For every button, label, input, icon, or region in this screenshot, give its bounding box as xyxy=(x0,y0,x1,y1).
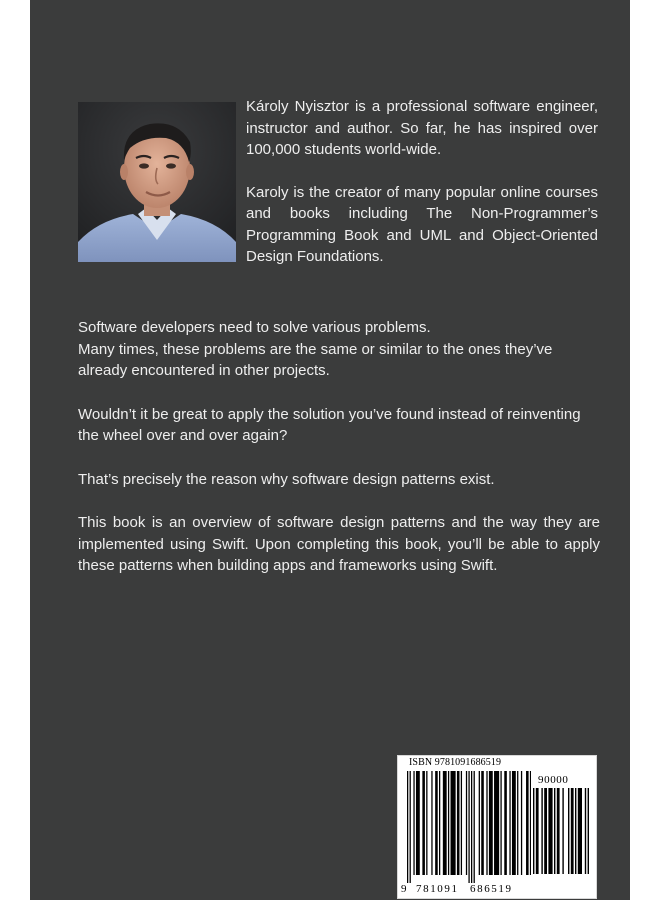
barcode-bar xyxy=(481,771,484,875)
barcode-bar xyxy=(468,771,469,883)
barcode-bar xyxy=(533,788,534,874)
addon-code: 90000 xyxy=(538,774,569,786)
barcode-bar xyxy=(474,771,475,883)
barcode-bar xyxy=(526,771,529,875)
author-bio-paragraph: Károly Nyisztor is a professional software engineer, instructor and author. So far, he has inspired over 100,000 students world-wide. xyxy=(246,98,598,158)
book-description xyxy=(78,317,600,599)
barcode-bar xyxy=(588,788,589,874)
author-portrait-icon xyxy=(78,102,236,262)
barcode-bar xyxy=(410,771,411,883)
barcode-bar xyxy=(585,788,586,874)
barcode-bar xyxy=(426,771,427,875)
barcode-bar xyxy=(489,771,493,875)
author-bio xyxy=(246,96,598,289)
barcode-bar xyxy=(486,771,487,875)
barcode-bar xyxy=(422,771,425,875)
barcode-bar xyxy=(568,788,569,874)
barcode-bars xyxy=(407,771,531,889)
isbn-barcode xyxy=(397,755,597,899)
description-paragraph-1 xyxy=(78,317,600,382)
addon-barcode-bars xyxy=(533,788,589,882)
barcode-bar xyxy=(471,771,472,883)
barcode-bar xyxy=(509,771,510,875)
barcode-bar xyxy=(571,788,574,874)
barcode-bar xyxy=(521,771,522,875)
barcode-bar xyxy=(439,771,440,875)
barcode-bar xyxy=(544,788,547,874)
barcode-bar xyxy=(413,771,414,875)
barcode-bar xyxy=(536,788,539,874)
barcode-bar xyxy=(554,788,555,874)
isbn-label: ISBN 9781091686519 xyxy=(409,757,502,768)
barcode-bar xyxy=(541,788,542,874)
barcode-bar xyxy=(562,788,563,874)
barcode-bar xyxy=(517,771,518,875)
description-line: Many times, these problems are the same or similar to the ones they’ve already encountered in other projects. xyxy=(78,340,553,379)
barcode-bar xyxy=(457,771,460,875)
author-photo xyxy=(78,102,236,262)
barcode-bar xyxy=(500,771,501,875)
barcode-bar xyxy=(548,788,552,874)
author-bio-paragraph: Karoly is the creator of many popular online courses and books including The Non-Programmer’s Programming Book and UML and Object-Oriented Design Foundations. xyxy=(246,183,598,265)
barcode-bar xyxy=(557,788,560,874)
barcode-bar xyxy=(466,771,467,875)
barcode-bar xyxy=(461,771,462,875)
description-paragraph-3: That’s precisely the reason why software design patterns exist. xyxy=(78,470,495,488)
barcode-bar xyxy=(479,771,480,875)
barcode-digit-lead: 9 xyxy=(401,883,409,895)
description-paragraph-4: This book is an overview of software design patterns and the way they are implemented using Swift. Upon completing this book, you’ll be able to apply these patterns when building apps and frameworks using Swift. xyxy=(78,514,600,574)
barcode-bar xyxy=(416,771,420,875)
barcode-bar xyxy=(504,771,507,875)
barcode-bar xyxy=(530,771,531,875)
barcode-bar xyxy=(578,788,582,874)
barcode-digits-left: 781091 xyxy=(416,883,459,895)
description-paragraph-2: Wouldn’t it be great to apply the solution you’ve found instead of reinventing the wheel over and over again? xyxy=(78,405,581,444)
barcode-bar xyxy=(494,771,499,875)
barcode-bar xyxy=(448,771,449,875)
barcode-digits-right: 686519 xyxy=(470,883,513,895)
barcode-bar xyxy=(443,771,447,875)
barcode-bar xyxy=(435,771,438,875)
barcode-bar xyxy=(431,771,432,875)
barcode-bar xyxy=(512,771,516,875)
barcode-bar xyxy=(407,771,408,883)
barcode-bar xyxy=(575,788,576,874)
description-line: Software developers need to solve various problems. xyxy=(78,319,431,336)
barcode-bar xyxy=(451,771,456,875)
